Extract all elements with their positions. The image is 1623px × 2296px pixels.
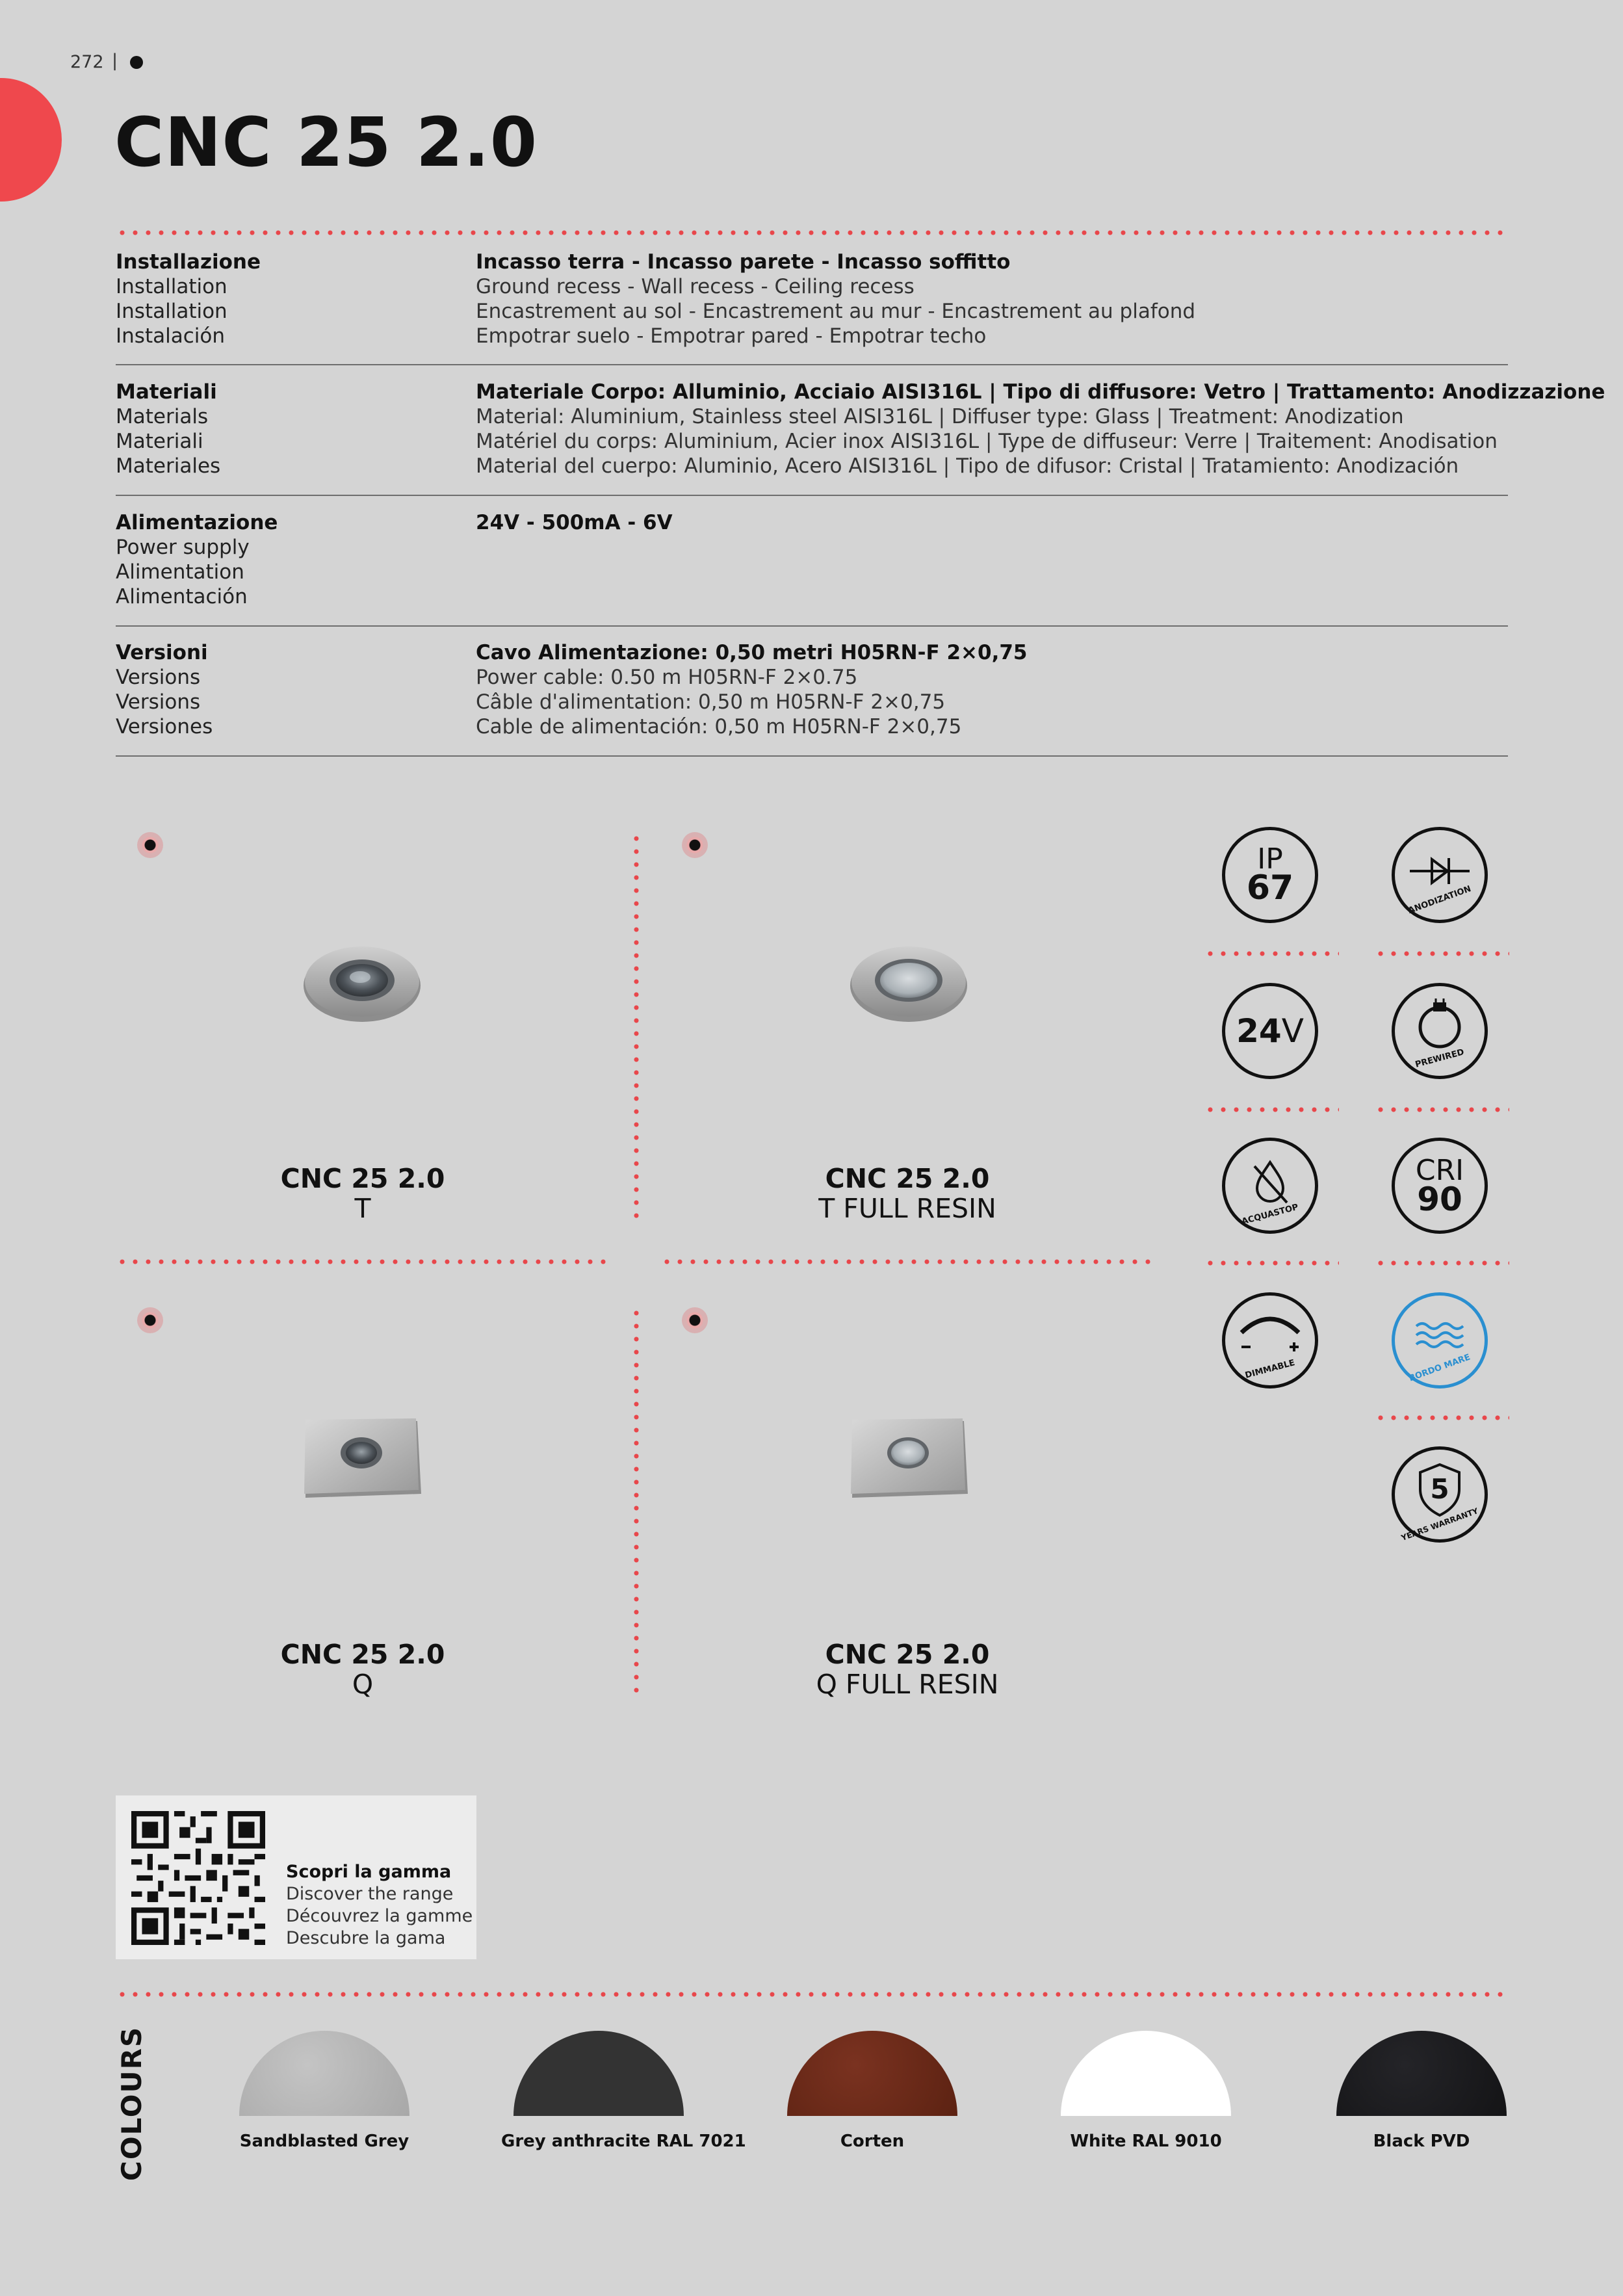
product-image-round-t xyxy=(300,941,424,1026)
spec-labels-versions: Versioni Versions Versions Versiones xyxy=(116,641,213,738)
table-rule xyxy=(116,495,1508,496)
dotted-divider xyxy=(116,1259,610,1264)
bordo-mare-icon: BORDO MARE xyxy=(1392,1292,1488,1389)
swatch-label: Grey anthracite RAL 7021 xyxy=(501,2132,746,2151)
product-image-round-t-full-resin xyxy=(847,941,970,1026)
acquastop-icon: ACQUASTOP xyxy=(1222,1138,1318,1234)
dotted-divider xyxy=(116,1992,1511,1997)
dotted-divider xyxy=(116,230,1511,235)
header-dot xyxy=(130,56,143,69)
product-marker xyxy=(682,1307,708,1333)
spec-values-materials: Materiale Corpo: Alluminio, Acciaio AISI316L | Tipo di diffusore: Vetro | Trattamento: Anodizzazione Material: Aluminium, Stainless steel AISI316L | Diffuser type: Glass | Treatment: Anodization Matériel du corps: Aluminium, Acier inox AISI316L | Type de diffuseur: Verre | Traitement: Anodisation Material del cuerpo: Aluminio, Acero AISI316L | Tipo de difusor: Cristal | Tratamiento: Anodización xyxy=(476,380,1605,478)
dotted-divider xyxy=(1204,1107,1339,1112)
swatch-label: Sandblasted Grey xyxy=(239,2132,409,2151)
product-image-square-q-full-resin xyxy=(847,1417,970,1502)
swatch-white[interactable] xyxy=(1061,2031,1231,2116)
swatch-label: White RAL 9010 xyxy=(1070,2132,1222,2151)
dotted-divider-vertical xyxy=(634,1307,639,1697)
dotted-divider xyxy=(1374,1260,1509,1266)
spec-labels-power: Alimentazione Power supply Alimentation Alimentación xyxy=(116,511,278,608)
spec-labels-materials: Materiali Materials Materiali Materiales xyxy=(116,380,221,478)
spec-values-installation: Incasso terra - Incasso parete - Incasso soffitto Ground recess - Wall recess - Ceiling recess Encastrement au sol - Encastrement au mur - Encastrement au plafond Empotrar suelo - Empotrar pared - Empotrar techo xyxy=(476,250,1196,348)
warranty-icon: 5 YEARS WARRANTY xyxy=(1392,1446,1488,1543)
dotted-divider xyxy=(1204,951,1339,956)
product-marker xyxy=(137,1307,163,1333)
page-title: CNC 25 2.0 xyxy=(114,103,538,182)
product-title: CNC 25 2.0 T FULL RESIN xyxy=(818,1163,996,1224)
swatch-corten[interactable] xyxy=(787,2031,957,2116)
table-rule xyxy=(116,625,1508,627)
dotted-divider-vertical xyxy=(634,832,639,1222)
qr-text: Scopri la gamma Discover the range Découvrez la gamme Descubre la gama xyxy=(286,1862,473,1948)
dotted-divider xyxy=(660,1259,1157,1264)
table-rule xyxy=(116,755,1508,757)
cri90-icon: CRI 90 xyxy=(1392,1138,1488,1234)
product-title: CNC 25 2.0 Q FULL RESIN xyxy=(816,1639,999,1700)
product-image-square-q xyxy=(300,1417,424,1502)
product-marker xyxy=(682,832,708,858)
dotted-divider xyxy=(1374,951,1509,956)
qr-code-icon[interactable] xyxy=(131,1811,265,1945)
swatch-label: Corten xyxy=(840,2132,905,2151)
24v-icon: 24 V xyxy=(1222,983,1318,1079)
swatch-sandblasted-grey[interactable] xyxy=(239,2031,409,2116)
dotted-divider xyxy=(1204,1260,1339,1266)
prewired-icon: PREWIRED xyxy=(1392,983,1488,1079)
dotted-divider xyxy=(1374,1415,1509,1420)
swatch-grey-anthracite[interactable] xyxy=(513,2031,684,2116)
product-title: CNC 25 2.0 Q xyxy=(280,1639,445,1700)
dotted-divider xyxy=(1374,1107,1509,1112)
product-title: CNC 25 2.0 T xyxy=(280,1163,445,1224)
spec-labels-installation: Installazione Installation Installation Instalación xyxy=(116,250,261,348)
swatch-label: Black PVD xyxy=(1373,2132,1470,2151)
header-separator: | xyxy=(112,51,118,71)
red-tab xyxy=(0,78,62,202)
anodization-icon: ANODIZATION xyxy=(1392,827,1488,923)
colours-heading: COLOURS xyxy=(116,2026,148,2181)
table-rule xyxy=(116,364,1508,365)
dimmable-icon: DIMMABLE xyxy=(1222,1292,1318,1389)
ip67-icon: IP 67 xyxy=(1222,827,1318,923)
swatch-black-pvd[interactable] xyxy=(1336,2031,1507,2116)
spec-values-versions: Cavo Alimentazione: 0,50 metri H05RN-F 2×0,75 Power cable: 0.50 m H05RN-F 2×0.75 Câble d'alimentation: 0,50 m H05RN-F 2×0,75 Cable de alimentación: 0,50 m H05RN-F 2×0,75 xyxy=(476,641,1028,738)
spec-values-power: 24V - 500mA - 6V xyxy=(476,511,673,534)
product-marker xyxy=(137,832,163,858)
page-number: 272 xyxy=(70,52,104,72)
